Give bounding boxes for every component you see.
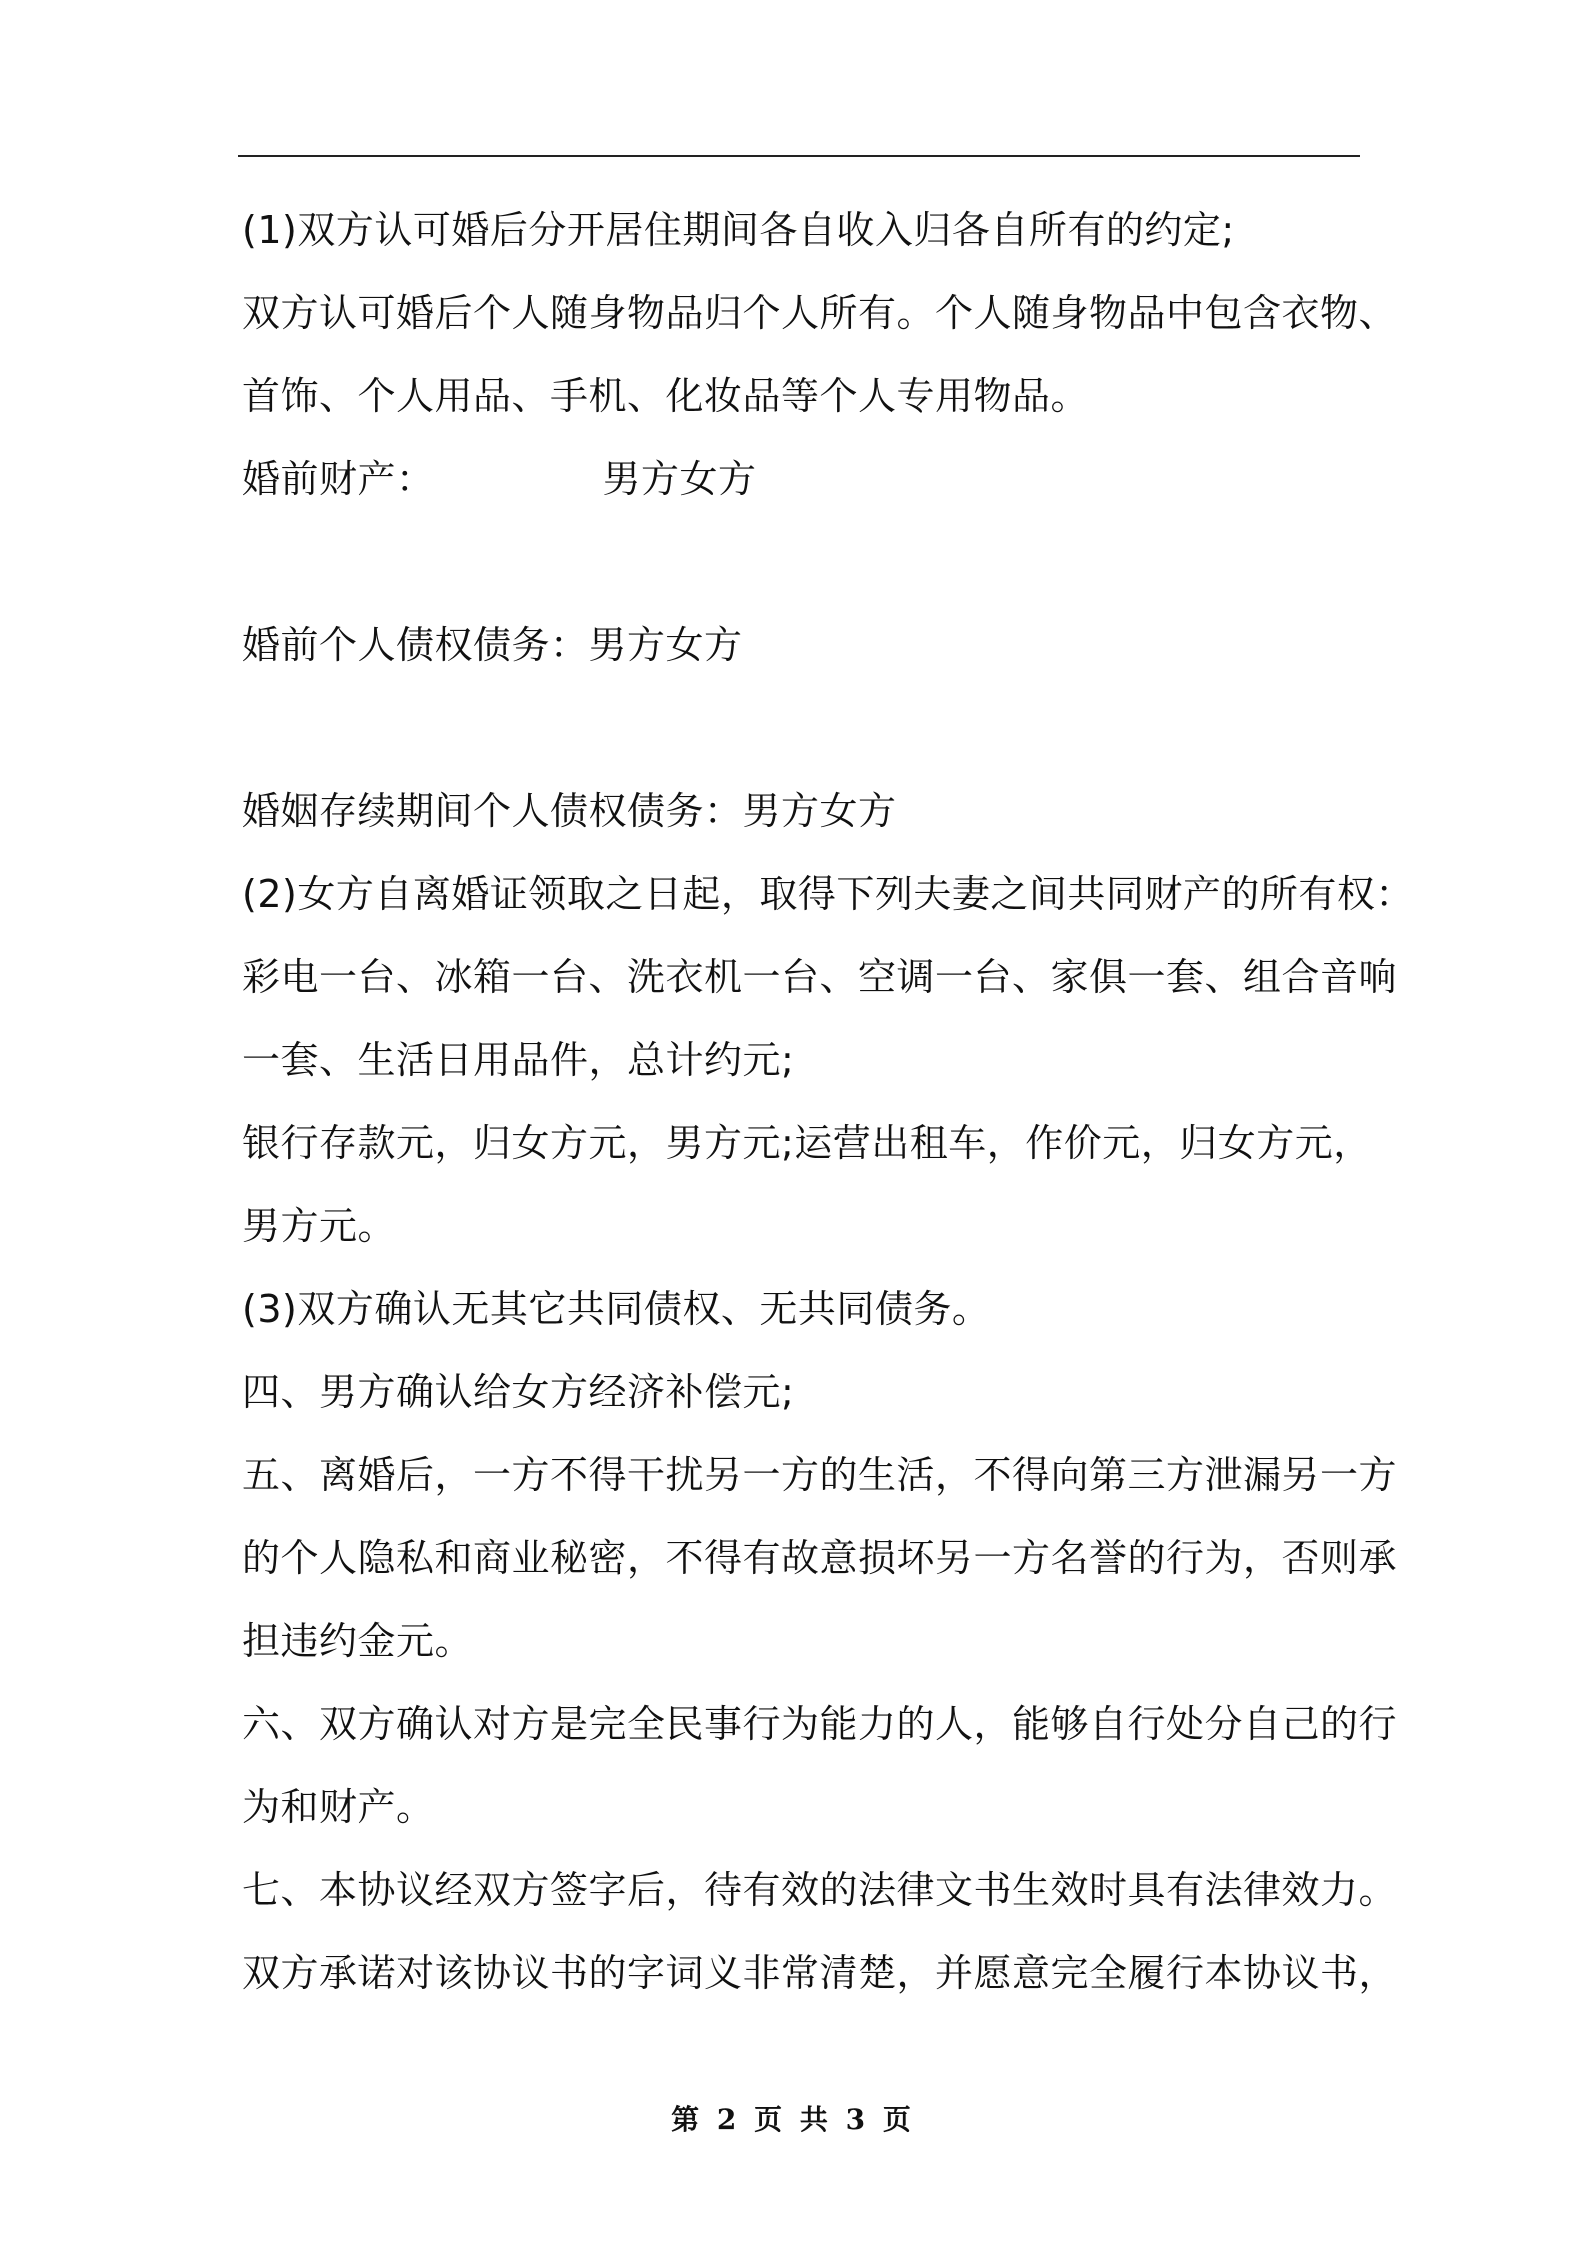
clause-line: 彩电一台、冰箱一台、洗衣机一台、空调一台、家俱一套、组合音响: [242, 955, 1398, 999]
clause-line: (3)双方确认无其它共同债权、无共同债务。: [242, 1287, 991, 1331]
premarital-property-line: [242, 454, 757, 504]
premarital-property-value: 男方女方: [602, 457, 757, 501]
clause-line: (2)女方自离婚证领取之日起，取得下列夫妻之间共同财产的所有权：: [242, 872, 1414, 916]
header-divider: [238, 155, 1360, 157]
clause-line: 银行存款元，归女方元，男方元;运营出租车，作价元，归女方元，: [242, 1121, 1372, 1165]
premarital-property-label: 婚前财产：: [242, 457, 435, 501]
clause-line: 六、双方确认对方是完全民事行为能力的人，能够自行处分自己的行: [242, 1702, 1398, 1746]
clause-line: (1)双方认可婚后分开居住期间各自收入归各自所有的约定;: [242, 208, 1235, 252]
clause-line: 双方认可婚后个人随身物品归个人所有。个人随身物品中包含衣物、: [242, 291, 1398, 335]
clause-line: 五、离婚后，一方不得干扰另一方的生活，不得向第三方泄漏另一方: [242, 1453, 1398, 1497]
clause-line: 为和财产。: [242, 1785, 435, 1829]
clause-line: 四、男方确认给女方经济补偿元;: [242, 1370, 795, 1414]
clause-line: 男方元。: [242, 1204, 397, 1248]
clause-line: 双方承诺对该协议书的字词义非常清楚，并愿意完全履行本协议书，: [242, 1951, 1398, 1995]
clause-line: 婚姻存续期间个人债权债务：男方女方: [242, 789, 897, 833]
clause-line: 担违约金元。: [242, 1619, 474, 1663]
page-number-footer: 第 2 页 共 3 页: [671, 2103, 915, 2136]
clause-line: 的个人隐私和商业秘密，不得有故意损坏另一方名誉的行为，否则承: [242, 1536, 1398, 1580]
clause-line: 首饰、个人用品、手机、化妆品等个人专用物品。: [242, 374, 1090, 418]
clause-line: 一套、生活日用品件，总计约元;: [242, 1038, 795, 1082]
clause-line: 婚前个人债权债务：男方女方: [242, 623, 743, 667]
clause-line: 七、本协议经双方签字后，待有效的法律文书生效时具有法律效力。: [242, 1868, 1398, 1912]
